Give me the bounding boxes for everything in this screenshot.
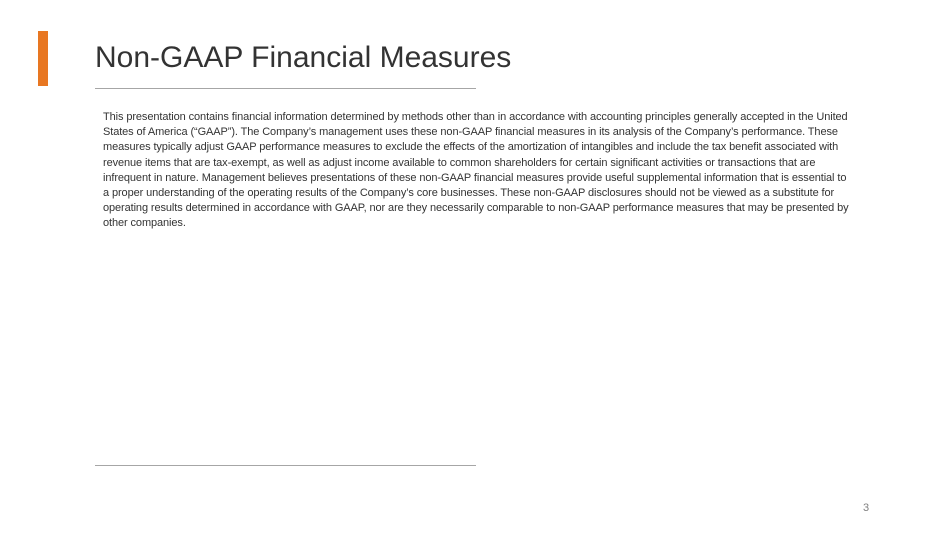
- page-number: 3: [863, 502, 870, 514]
- slide-title: Non-GAAP Financial Measures: [95, 41, 512, 74]
- body-paragraph: This presentation contains financial information determined by methods other than in accordance with accounting principles generally accepted in the United States of America (“GAAP”). The Company’s management uses these non-GAAP financial measures in its analysis of the Company’s performance. These measures typically adjust GAAP performance measures to exclude the effects of the amortization of intangibles and include the tax benefit associated with revenue items that are tax-exempt, as well as adjust income available to common shareholders for certain significant activities or transactions that are infrequent in nature. Management believes presentations of these non-GAAP financial measures provide useful supplemental information that is essential to a proper understanding of the operating results of the Company’s core businesses. These non-GAAP disclosures should not be viewed as a substitute for operating results determined in accordance with GAAP, nor are they necessarily comparable to non-GAAP performance measures that may be presented by other companies.: [103, 111, 849, 230]
- title-divider: [95, 88, 476, 89]
- footer-divider: [95, 465, 476, 466]
- title-accent-bar: [38, 31, 48, 86]
